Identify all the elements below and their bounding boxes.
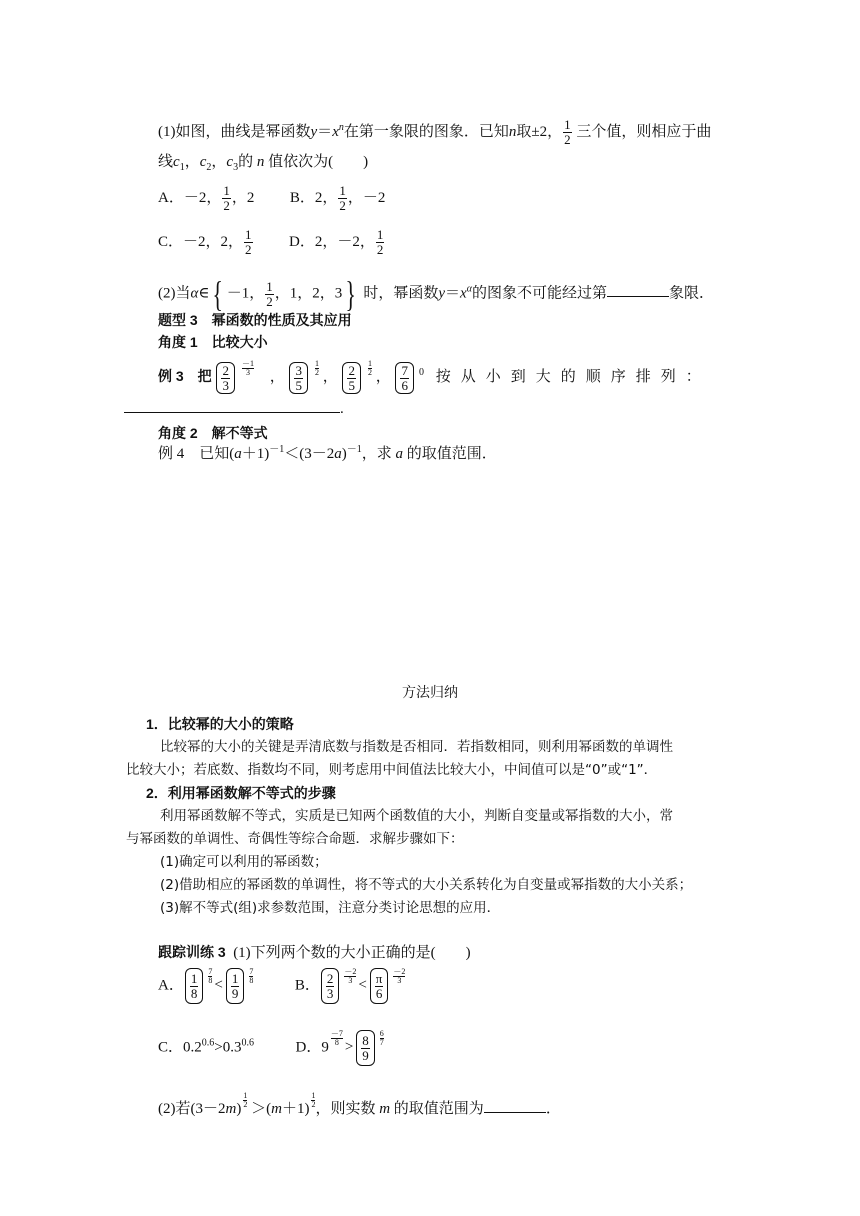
- q1-options-ab: [158, 184, 385, 213]
- track-q2-line: [158, 1092, 561, 1124]
- method1-line2: 比较大小；若底数、指数均不同，则考虑用中间值法比较大小，中间值可以是“0”或“1”．: [126, 762, 658, 778]
- ex4-tail2: 的取值范围．: [406, 446, 497, 462]
- paren-7-6: $\frac{7}{6}$: [395, 362, 414, 394]
- lt-sign: <: [214, 977, 223, 994]
- option-d: D．2，－2，: [289, 233, 375, 250]
- comma: ，: [184, 154, 200, 170]
- var-a: a: [395, 446, 404, 462]
- exp-zero: 0: [418, 367, 424, 378]
- exp-neg-2-3: $\frac{-2}{3}$: [393, 967, 406, 986]
- exp-neg-7-8: $\frac{-7}{8}$: [330, 1029, 343, 1048]
- paren: ): [236, 1101, 242, 1117]
- var-m: m: [225, 1101, 237, 1117]
- exp-neg-one: －1: [346, 444, 362, 455]
- track-q2-a: (2)若(3－2: [158, 1101, 226, 1117]
- section-title-angle1: 角度 1 比较大小: [158, 334, 268, 350]
- right-brace-icon: }: [345, 274, 357, 314]
- var-x: x: [332, 123, 339, 140]
- eq-sign: ＝: [317, 123, 333, 140]
- var-c: c: [226, 154, 234, 170]
- var-y: y: [310, 123, 318, 140]
- q1-line2-b: 的: [238, 154, 254, 170]
- example3-label: 例 3 把: [158, 368, 212, 384]
- track-question: [158, 942, 471, 963]
- fraction: $\frac{1}{2}$: [223, 183, 230, 213]
- answer-blank: [484, 1098, 546, 1113]
- track-q2-f: 的取值范围为: [393, 1101, 484, 1117]
- q1-line1: [158, 118, 711, 147]
- option-d: D．9: [295, 1039, 329, 1056]
- in-sign: ∈: [198, 285, 210, 302]
- exp-neg-2-3: $\frac{-2}{3}$: [344, 967, 357, 986]
- paren-2-3: $\frac{2}{3}$: [216, 362, 235, 394]
- option-a: A．: [158, 977, 184, 994]
- exp-0-6: 0.6: [201, 1037, 215, 1049]
- exp-neg-one: －1: [269, 444, 285, 455]
- q1-text: (1)如图，曲线是幂函数: [158, 123, 311, 140]
- answer-blank: [124, 398, 340, 413]
- method2-step3: (3)解不等式(组)求参数范围，注意分类讨论思想的应用．: [160, 900, 501, 916]
- fraction: $\frac{1}{2}$: [245, 227, 252, 257]
- track-q2-e: ，则实数: [315, 1101, 376, 1117]
- method2-step1: (1)确定可以利用的幂函数；: [160, 854, 328, 870]
- q2-end: 象限．: [668, 285, 714, 302]
- var-a: a: [234, 446, 242, 462]
- example4-line: [158, 444, 497, 464]
- comma: ，: [269, 369, 285, 385]
- q1-text-b: 在第一象限的图象．已知: [343, 123, 509, 140]
- answer-blank: [607, 282, 669, 297]
- eq-sign: ＝: [445, 285, 461, 302]
- paren-1-8: $\frac{1}{8}$: [185, 968, 204, 1004]
- fraction-half: $\frac{1}{2}$: [564, 117, 571, 147]
- exp-6-7: $\frac{6}{7}$: [379, 1029, 384, 1048]
- sub-3: 3: [233, 162, 239, 173]
- fraction: $\frac{1}{2}$: [266, 278, 273, 309]
- left-brace-icon: {: [212, 274, 224, 314]
- set-b: ，1，2，3: [274, 285, 343, 302]
- q1-line2: [158, 152, 368, 172]
- var-n: n: [256, 154, 265, 170]
- paren-1-9: $\frac{1}{9}$: [226, 968, 245, 1004]
- example3-blank-line: [124, 398, 344, 419]
- var-m: m: [271, 1101, 282, 1117]
- exp-7-8: $\frac{7}{8}$: [249, 967, 254, 986]
- var-x: x: [460, 285, 467, 302]
- ex4-tail: ，求: [361, 446, 392, 462]
- option-b: B．: [294, 977, 320, 994]
- exp-7-8: $\frac{7}{8}$: [208, 967, 213, 986]
- method-title: 方法归纳: [402, 684, 458, 700]
- track-options-cd: [158, 1030, 384, 1066]
- exp-half: $\frac{1}{2}$: [314, 359, 319, 377]
- track-q2-d: ＋1): [281, 1101, 310, 1117]
- var-c: c: [199, 154, 207, 170]
- q1-line2-c: 值依次为( ): [268, 154, 369, 170]
- exp-neg-third: $\frac{-1}{3}$: [241, 359, 254, 377]
- ex4-paren: ): [341, 446, 347, 462]
- method2-line1: 利用幂函数解不等式，实质是已知两个函数值的大小，判断自变量或幂指数的大小，常: [160, 808, 673, 824]
- q2-mid: 时，幂函数: [363, 285, 439, 302]
- paren-3-5: $\frac{3}{5}$: [289, 362, 308, 394]
- comma: ，: [375, 369, 391, 385]
- q2-line: [158, 276, 714, 312]
- paren-pi-6: $\frac{\pi}{6}$: [370, 968, 389, 1004]
- q2-prefix: (2)当: [158, 285, 191, 302]
- method2-title: 2．利用幂函数解不等式的步骤: [146, 785, 336, 801]
- exp-half: $\frac{1}{2}$: [367, 359, 372, 377]
- period: .: [340, 401, 344, 417]
- method2-line2: 与幂函数的单调性、奇偶性等综合命题．求解步骤如下：: [126, 831, 464, 847]
- sub-1: 1: [179, 162, 185, 173]
- method1-line1: 比较幂的大小的关键是弄清底数与指数是否相同．若指数相同，则利用幂函数的单调性: [160, 739, 673, 755]
- track-q1: (1)下列两个数的大小正确的是( ): [233, 945, 471, 961]
- fraction: $\frac{1}{2}$: [376, 227, 384, 257]
- fraction: $\frac{1}{2}$: [339, 183, 346, 213]
- exp-half: $\frac{1}{2}$: [311, 1091, 316, 1109]
- option-b-tail: ，－2: [347, 189, 386, 206]
- option-c: C．0.2: [158, 1039, 202, 1056]
- paren-2-5: $\frac{2}{5}$: [342, 362, 361, 394]
- sub-2: 2: [206, 162, 212, 173]
- example3-tail: 按从小到大的顺序排列：: [435, 369, 711, 385]
- paren-8-9: $\frac{8}{9}$: [356, 1030, 375, 1066]
- q1-text-d: 三个值，则相应于曲: [576, 123, 712, 140]
- q1-text-c: 取±2，: [516, 123, 563, 140]
- comma: ，: [322, 369, 338, 385]
- exp-half: $\frac{1}{2}$: [243, 1091, 248, 1109]
- q1-line2-a: 线: [158, 154, 174, 170]
- option-c-mid: >0.3: [214, 1039, 242, 1056]
- gt-sign: >: [344, 1039, 354, 1056]
- option-a: A．－2，: [158, 189, 222, 206]
- section-title-type3: 题型 3 幂函数的性质及其应用: [158, 312, 352, 328]
- q2-tail: 的图象不可能经过第: [471, 285, 607, 302]
- var-n: n: [508, 123, 517, 140]
- section-title-angle2: 角度 2 解不等式: [158, 425, 268, 441]
- var-a: a: [334, 446, 342, 462]
- set-a: －1，: [226, 285, 265, 302]
- track-options-ab: [158, 968, 405, 1004]
- track-q2-c: ＞(: [251, 1101, 272, 1117]
- option-b: B．2，: [289, 189, 338, 206]
- var-y: y: [438, 285, 446, 302]
- comma: ，: [211, 154, 227, 170]
- option-a-tail: ，2: [231, 189, 255, 206]
- example4-label: 例 4 已知(: [158, 446, 235, 462]
- ex4-lt: ＜(3－2: [284, 446, 335, 462]
- option-c: C．－2，2，: [158, 233, 244, 250]
- method1-title: 1．比较幂的大小的策略: [146, 716, 294, 732]
- exp-0-6: 0.6: [241, 1037, 254, 1049]
- exp-alpha: α: [466, 283, 472, 295]
- var-alpha: α: [190, 285, 199, 302]
- var-c: c: [173, 154, 180, 170]
- exp-n: n: [338, 121, 344, 133]
- track-label: 跟踪训练 3: [158, 944, 226, 960]
- ex4-part: ＋1): [241, 446, 270, 462]
- example3-line: [158, 360, 711, 394]
- paren-2-3: $\frac{2}{3}$: [321, 968, 340, 1004]
- method2-step2: (2)借助相应的幂函数的单调性，将不等式的大小关系转化为自变量或幂指数的大小关系；: [160, 877, 693, 893]
- lt-sign: <: [358, 977, 367, 994]
- period: ．: [545, 1101, 561, 1117]
- var-m: m: [379, 1101, 391, 1117]
- q1-options-cd: [158, 228, 385, 257]
